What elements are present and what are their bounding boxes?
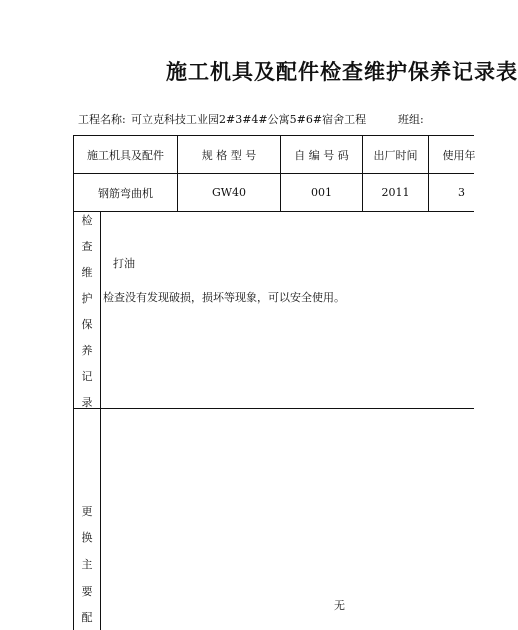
header-service-years: 使用年 xyxy=(442,148,476,162)
label-column-divider xyxy=(100,211,101,630)
cell-model: GW40 xyxy=(211,186,247,199)
maintenance-bottom-border xyxy=(73,408,474,409)
maintenance-label-char: 检 xyxy=(81,214,93,227)
page-title: 施工机具及配件检查维护保养记录表 xyxy=(166,60,518,84)
maintenance-label-char: 录 xyxy=(81,396,93,409)
maintenance-label-char: 保 xyxy=(81,318,93,331)
maintenance-label-char: 记 xyxy=(81,370,93,383)
header-equipment: 施工机具及配件 xyxy=(87,148,164,162)
replacement-label-char: 更 xyxy=(81,505,93,518)
replacement-label-char: 要 xyxy=(81,585,93,598)
row-bottom-border xyxy=(73,211,474,212)
header-model: 规 格 型 号 xyxy=(201,148,257,162)
replacement-value: 无 xyxy=(334,599,345,612)
project-name: 可立克科技工业园2#3#4#公寓5#6#宿舍工程 xyxy=(131,113,367,126)
cell-serial: 001 xyxy=(311,186,332,199)
maintenance-label-char: 养 xyxy=(81,344,93,357)
replacement-label-char: 换 xyxy=(81,531,93,544)
replacement-label-char: 主 xyxy=(81,558,93,571)
maintenance-label-char: 护 xyxy=(81,292,93,305)
maintenance-label-char: 查 xyxy=(81,240,93,253)
header-serial: 自 编 号 码 xyxy=(294,148,349,162)
cell-service-years: 3 xyxy=(458,186,465,199)
project-label: 工程名称: xyxy=(78,113,126,126)
header-manufacture-date: 出厂时间 xyxy=(373,148,418,162)
team-label: 班组: xyxy=(398,113,424,126)
maintenance-note: 检查没有发现破损，损坏等现象，可以安全使用。 xyxy=(103,291,345,304)
maintenance-item: 打油 xyxy=(113,257,135,270)
maintenance-label-char: 维 xyxy=(81,266,93,279)
cell-equipment: 钢筋弯曲机 xyxy=(98,186,153,200)
cell-manufacture-date: 2011 xyxy=(381,186,410,199)
replacement-label-char: 配 xyxy=(81,611,93,624)
